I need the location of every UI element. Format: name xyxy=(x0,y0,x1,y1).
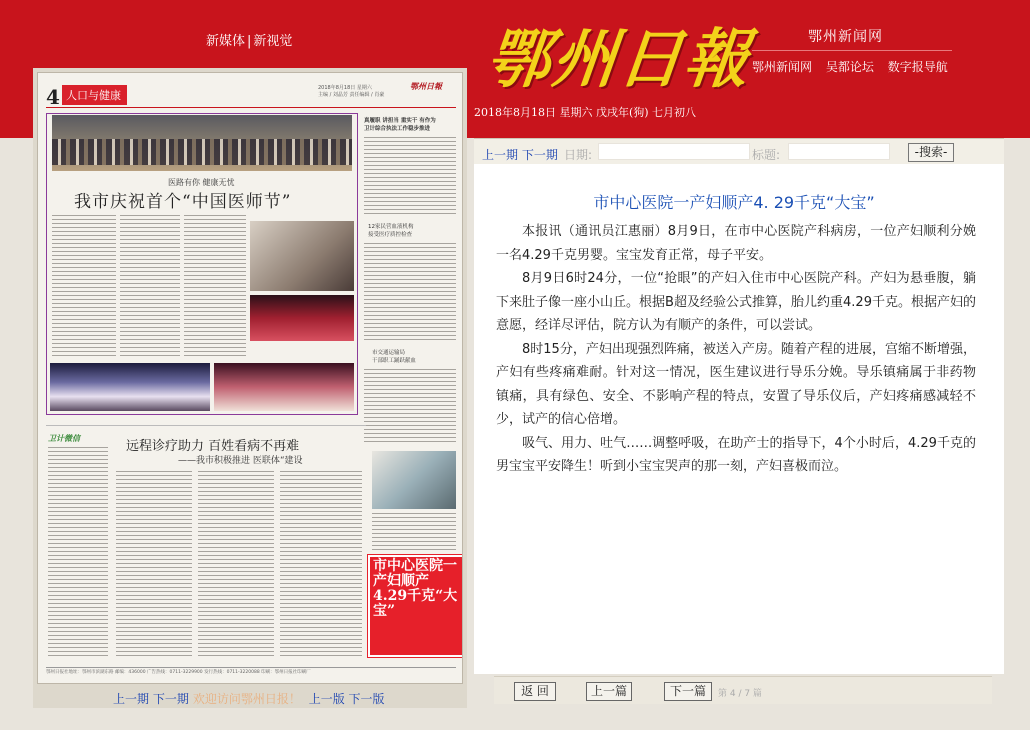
next-issue-link[interactable]: 下一期 xyxy=(152,692,189,706)
article-paragraph: 8时15分，产妇出现强烈阵痛，被送入产房。随着产程的进展，宫缩不断增强，产妇有些疼痛难耐。针对这一情况，医生建议进行导乐分娩。导乐镇痛属于非药物镇痛，具有绿色、安全、不影响产程的特点，安置了导乐仪后，产妇疼痛感减轻不少，试产的信心倍增。 xyxy=(496,341,976,427)
header-links xyxy=(752,58,958,75)
side-story-2-line1: 12家民营血液机构 xyxy=(368,224,414,230)
column-logo: 卫计微信 xyxy=(48,434,80,443)
section-divider xyxy=(46,425,366,426)
issue-date: 2018年8月18日 星期六 戊戌年(狗) 七月初八 xyxy=(474,106,697,119)
side-story-3-line1: 市交通运输局 xyxy=(372,350,406,356)
header-link-news-site[interactable]: 鄂州新闻网 xyxy=(752,60,813,74)
date-label: 日期: xyxy=(564,148,593,162)
article-paragraph: 本报讯（通讯员江惠丽）8月9日，在市中心医院产科病房，一位产妇顺利分娩一名4.29千克男婴。宝宝发育正常，母子平安。 xyxy=(496,224,976,263)
title-input[interactable] xyxy=(788,143,890,160)
text-column xyxy=(198,471,274,659)
slogan-right: 新视觉 xyxy=(253,34,293,49)
slogan-left: 新媒体 xyxy=(206,34,246,49)
article-navigation-bar xyxy=(494,676,992,704)
text-column xyxy=(116,471,192,659)
page-header-rule xyxy=(46,107,456,108)
newspaper-logo[interactable]: 鄂州日報 xyxy=(482,22,755,97)
mid-story-subheadline: ——我市积极推进 医联体“建设 xyxy=(178,456,303,466)
welcome-text: 欢迎访问鄂州日报！ xyxy=(192,692,301,706)
story-photo-hospital xyxy=(372,451,456,509)
search-next-issue-link[interactable]: 下一期 xyxy=(521,148,558,162)
side-story-1-line1: 真履职 讲担当 重实干 有作为 xyxy=(364,118,436,124)
lead-story-subheadline: 医路有你 健康无忧 xyxy=(168,178,235,187)
search-button[interactable]: -搜索- xyxy=(908,143,954,162)
side-story-1-line2: 卫计综合执法工作稳步推进 xyxy=(364,126,431,132)
photo-people xyxy=(52,139,352,165)
story-photo-performance xyxy=(250,295,354,341)
lead-story-photo xyxy=(52,115,352,171)
search-bar xyxy=(474,138,1004,164)
text-column xyxy=(364,369,456,445)
next-section-link[interactable]: 下一版 xyxy=(348,692,385,706)
page-meta-date: 2018年8月18日 星期六 xyxy=(318,85,372,91)
mid-story-headline[interactable]: 远程诊疗助力 百姓看病不再难 xyxy=(126,439,300,454)
header-link-forum[interactable]: 吴都论坛 xyxy=(825,60,874,74)
side-story-3-line2: 干部职工踊跃献血 xyxy=(372,358,417,364)
page-navigation xyxy=(113,690,385,707)
header-link-digital-navigation[interactable]: 数字报导航 xyxy=(887,60,948,74)
page-number: 4 xyxy=(46,85,60,109)
text-column xyxy=(184,215,246,359)
text-column xyxy=(364,243,456,343)
title-label: 标题: xyxy=(752,148,781,162)
selected-article-highlight[interactable] xyxy=(368,555,463,657)
prev-section-link[interactable]: 上一版 xyxy=(308,692,345,706)
side-story-2-line2: 接受医疗质控检查 xyxy=(368,232,413,238)
lead-story-headline: 我市庆祝首个“中国医师节” xyxy=(74,192,292,212)
search-prev-issue-link[interactable]: 上一期 xyxy=(482,148,519,162)
text-column xyxy=(280,471,362,659)
issue-nav xyxy=(482,146,558,163)
side-story-3-headline[interactable] xyxy=(372,349,416,365)
text-column xyxy=(364,137,456,217)
article-title: 市中心医院一产妇顺产4. 29千克“大宝” xyxy=(593,193,875,212)
header-divider xyxy=(752,50,952,51)
text-column xyxy=(48,447,108,659)
next-article-button[interactable]: 下一篇 xyxy=(664,682,712,701)
back-button[interactable]: 返 回 xyxy=(514,682,556,701)
text-column xyxy=(372,513,456,551)
selected-article-title: 市中心医院一产妇顺产4.29千克“大宝” xyxy=(373,558,458,619)
prev-article-button[interactable]: 上一篇 xyxy=(586,682,632,701)
slogan-separator: | xyxy=(247,34,252,49)
article-content xyxy=(474,164,1004,674)
page-meta-editors: 主编 / 刘晶芳 责任编辑 / 肖豪 xyxy=(318,92,385,98)
newspaper-page-image[interactable] xyxy=(37,72,463,684)
page-mini-logo: 鄂州日報 xyxy=(410,82,442,91)
story-photo-medical xyxy=(250,221,354,291)
story-photo-dance xyxy=(50,363,210,411)
side-story-2-headline[interactable] xyxy=(368,223,414,239)
masthead-slogan xyxy=(206,30,292,49)
article-paragraph: 8月9日6时24分，一位“抢眼”的产妇入住市中心医院产科。产妇为悬垂腹，躺下来肚子像一座小山丘。根据B超及经验公式推算，胎儿约重4.29千克。根据产妇的意愿，经详尽评估，院方认为有顺产的条件，可以尝试。 xyxy=(496,271,976,333)
page-footer: 鄂州日报社地址：鄂州市滨湖东路 邮编：436000 广告热线：0711-3229900 发行热线：0711-3220088 印刷：鄂州日报社印刷厂 xyxy=(46,667,456,677)
text-column xyxy=(120,215,180,359)
article-body xyxy=(496,220,976,479)
story-photo-stage xyxy=(214,363,354,411)
page-section-label: 人口与健康 xyxy=(62,85,127,105)
article-paragraph: 吸气、用力、吐气……调整呼吸，在助产士的指导下，4个小时后，4.29千克的男宝宝平安降生！听到小宝宝哭声的那一刻，产妇喜极而泣。 xyxy=(496,435,976,474)
page-meta xyxy=(318,85,384,99)
page-thumbnail-panel xyxy=(33,68,467,708)
date-input[interactable] xyxy=(598,143,750,160)
text-column xyxy=(52,215,116,359)
article-count: 第 4 / 7 篇 xyxy=(718,689,762,699)
site-name-link[interactable]: 鄂州新闻网 xyxy=(808,29,883,45)
prev-issue-link[interactable]: 上一期 xyxy=(113,692,150,706)
side-story-1-headline[interactable] xyxy=(364,117,436,133)
